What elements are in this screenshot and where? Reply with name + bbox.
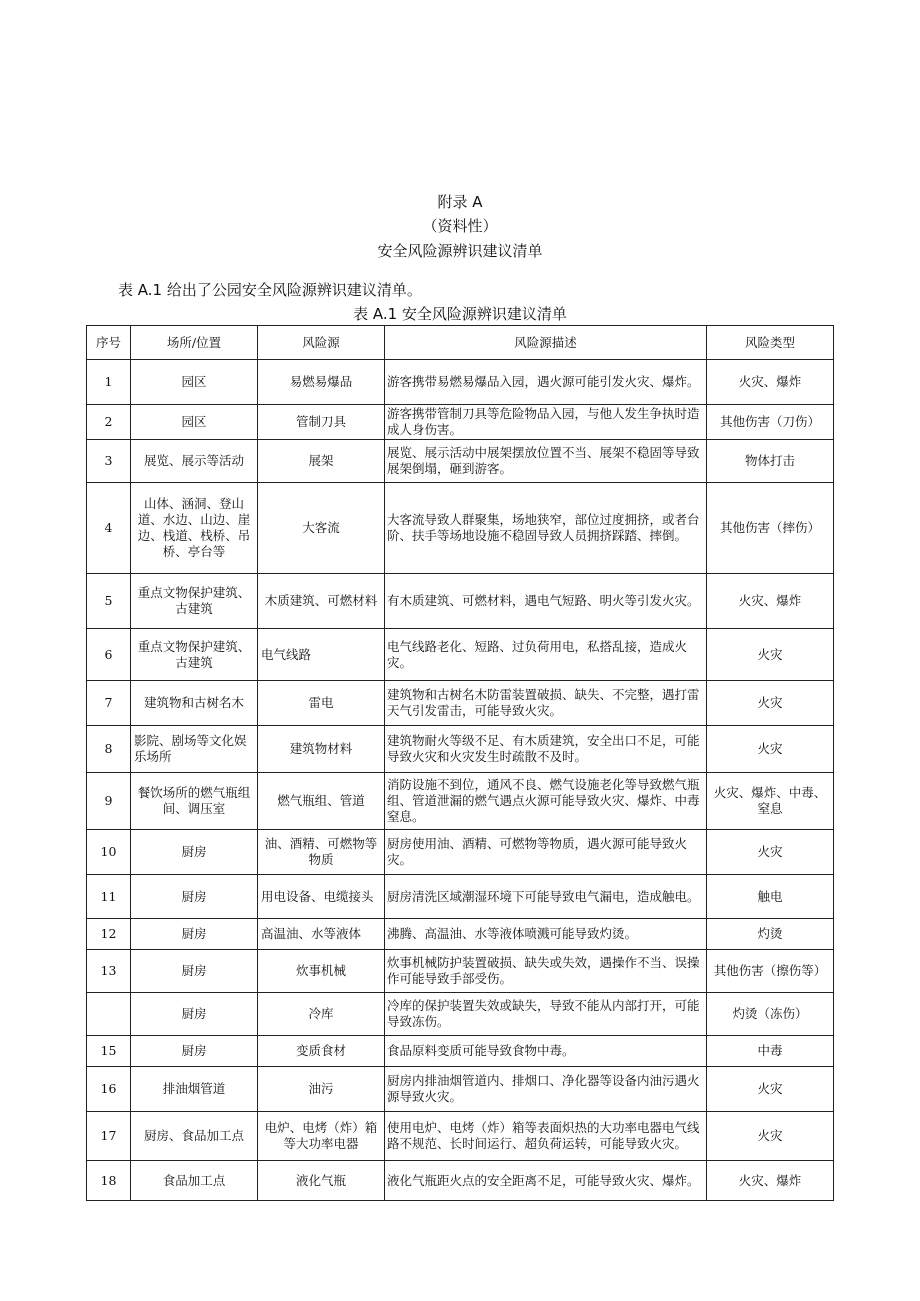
- cell-type: 灼烫（冻伤）: [707, 993, 834, 1036]
- cell-location: 影院、剧场等文化娱乐场所: [131, 726, 258, 773]
- cell-location: 厨房: [131, 830, 258, 875]
- cell-no: 2: [87, 405, 131, 440]
- cell-source: 雷电: [258, 681, 385, 726]
- cell-description: 消防设施不到位，通风不良、燃气设施老化等导致燃气瓶组、管道泄漏的燃气遇点火源可能导致火灾、爆炸、中毒窒息。: [385, 773, 707, 830]
- cell-location: 食品加工点: [131, 1161, 258, 1201]
- cell-location: 园区: [131, 360, 258, 405]
- cell-no: 17: [87, 1112, 131, 1161]
- cell-no: 4: [87, 483, 131, 574]
- cell-location: 厨房: [131, 993, 258, 1036]
- cell-description: 大客流导致人群聚集，场地狭窄，部位过度拥挤，或者台阶、扶手等场地设施不稳固导致人员拥挤踩踏、摔倒。: [385, 483, 707, 574]
- cell-type: 火灾: [707, 681, 834, 726]
- cell-location: 重点文物保护建筑、古建筑: [131, 574, 258, 629]
- cell-location: 排油烟管道: [131, 1067, 258, 1112]
- header-row: [87, 326, 834, 360]
- cell-description: 使用电炉、电烤（炸）箱等表面炽热的大功率电器电气线路不规范、长时间运行、超负荷运转，可能导致火灾。: [385, 1112, 707, 1161]
- cell-no: 8: [87, 726, 131, 773]
- cell-type: 火灾: [707, 629, 834, 681]
- cell-source: 冷库: [258, 993, 385, 1036]
- cell-source: 油、酒精、可燃物等物质: [258, 830, 385, 875]
- table-row: [87, 1067, 834, 1112]
- cell-source: 电炉、电烤（炸）箱等大功率电器: [258, 1112, 385, 1161]
- appendix-label: 附录 A: [437, 193, 483, 211]
- cell-type: 其他伤害（摔伤）: [707, 483, 834, 574]
- cell-location: 园区: [131, 405, 258, 440]
- cell-source: 电气线路: [258, 629, 385, 681]
- cell-description: 炊事机械防护装置破损、缺失或失效，遇操作不当、误操作可能导致手部受伤。: [385, 950, 707, 993]
- cell-source: 高温油、水等液体: [258, 919, 385, 950]
- cell-description: 游客携带管制刀具等危险物品入园，与他人发生争执时造成人身伤害。: [385, 405, 707, 440]
- header-source: 风险源: [258, 326, 385, 360]
- risk-table: [86, 325, 834, 1201]
- cell-location: 厨房: [131, 950, 258, 993]
- header-description: 风险源描述: [385, 326, 707, 360]
- cell-type: 其他伤害（擦伤等）: [707, 950, 834, 993]
- table-header: [87, 326, 834, 360]
- cell-description: 冷库的保护装置失效或缺失，导致不能从内部打开，可能导致冻伤。: [385, 993, 707, 1036]
- cell-location: 厨房: [131, 919, 258, 950]
- cell-type: 触电: [707, 875, 834, 919]
- cell-no: 16: [87, 1067, 131, 1112]
- cell-no: 10: [87, 830, 131, 875]
- header-location: 场所/位置: [131, 326, 258, 360]
- cell-source: 木质建筑、可燃材料: [258, 574, 385, 629]
- cell-location: 餐饮场所的燃气瓶组间、调压室: [131, 773, 258, 830]
- cell-description: 厨房清洗区域潮湿环境下可能导致电气漏电，造成触电。: [385, 875, 707, 919]
- appendix-title: 安全风险源辨识建议清单: [377, 242, 543, 260]
- intro-text: 表 A.1 给出了公园安全风险源辨识建议清单。: [118, 281, 422, 299]
- table-row: [87, 440, 834, 483]
- cell-no: [87, 993, 131, 1036]
- table-row: [87, 993, 834, 1036]
- cell-description: 厨房内排油烟管道内、排烟口、净化器等设备内油污遇火源导致火灾。: [385, 1067, 707, 1112]
- table-row: [87, 574, 834, 629]
- cell-source: 液化气瓶: [258, 1161, 385, 1201]
- cell-no: 7: [87, 681, 131, 726]
- cell-source: 易燃易爆品: [258, 360, 385, 405]
- cell-location: 重点文物保护建筑、古建筑: [131, 629, 258, 681]
- cell-description: 沸腾、高温油、水等液体喷溅可能导致灼烫。: [385, 919, 707, 950]
- cell-description: 建筑物耐火等级不足、有木质建筑，安全出口不足，可能导致火灾和火灾发生时疏散不及时。: [385, 726, 707, 773]
- header-type: 风险类型: [707, 326, 834, 360]
- cell-location: 厨房、食品加工点: [131, 1112, 258, 1161]
- cell-type: 火灾: [707, 726, 834, 773]
- cell-no: 6: [87, 629, 131, 681]
- cell-description: 有木质建筑、可燃材料，遇电气短路、明火等引发火灾。: [385, 574, 707, 629]
- cell-description: 电气线路老化、短路、过负荷用电，私搭乱接，造成火灾。: [385, 629, 707, 681]
- appendix-nature: （资料性）: [422, 217, 498, 235]
- table-row: [87, 950, 834, 993]
- header-no: 序号: [87, 326, 131, 360]
- cell-type: 火灾、爆炸、中毒、窒息: [707, 773, 834, 830]
- cell-source: 用电设备、电缆接头: [258, 875, 385, 919]
- table-row: [87, 1112, 834, 1161]
- cell-type: 火灾、爆炸: [707, 360, 834, 405]
- cell-description: 食品原料变质可能导致食物中毒。: [385, 1036, 707, 1067]
- cell-type: 火灾: [707, 1112, 834, 1161]
- table-row: [87, 681, 834, 726]
- cell-no: 11: [87, 875, 131, 919]
- cell-no: 5: [87, 574, 131, 629]
- table-row: [87, 629, 834, 681]
- cell-type: 其他伤害（刀伤）: [707, 405, 834, 440]
- cell-no: 9: [87, 773, 131, 830]
- cell-source: 展架: [258, 440, 385, 483]
- cell-description: 厨房使用油、酒精、可燃物等物质，遇火源可能导致火灾。: [385, 830, 707, 875]
- table-body: [87, 360, 834, 1201]
- table-row: [87, 726, 834, 773]
- cell-no: 12: [87, 919, 131, 950]
- cell-type: 火灾、爆炸: [707, 574, 834, 629]
- cell-source: 燃气瓶组、管道: [258, 773, 385, 830]
- cell-location: 厨房: [131, 875, 258, 919]
- table-row: [87, 483, 834, 574]
- cell-location: 厨房: [131, 1036, 258, 1067]
- table-caption: 表 A.1 安全风险源辨识建议清单: [353, 305, 567, 323]
- cell-no: 13: [87, 950, 131, 993]
- cell-source: 管制刀具: [258, 405, 385, 440]
- table-row: [87, 405, 834, 440]
- cell-description: 建筑物和古树名木防雷装置破损、缺失、不完整，遇打雷天气引发雷击，可能导致火灾。: [385, 681, 707, 726]
- cell-type: 灼烫: [707, 919, 834, 950]
- cell-type: 物体打击: [707, 440, 834, 483]
- table-row: [87, 919, 834, 950]
- cell-no: 1: [87, 360, 131, 405]
- cell-no: 18: [87, 1161, 131, 1201]
- table-row: [87, 875, 834, 919]
- cell-source: 变质食材: [258, 1036, 385, 1067]
- cell-description: 液化气瓶距火点的安全距离不足，可能导致火灾、爆炸。: [385, 1161, 707, 1201]
- cell-source: 油污: [258, 1067, 385, 1112]
- cell-type: 火灾: [707, 1067, 834, 1112]
- table-row: [87, 830, 834, 875]
- table-row: [87, 1161, 834, 1201]
- cell-location: 山体、涵洞、登山道、水边、山边、崖边、栈道、栈桥、吊桥、亭台等: [131, 483, 258, 574]
- cell-location: 建筑物和古树名木: [131, 681, 258, 726]
- cell-location: 展览、展示等活动: [131, 440, 258, 483]
- cell-no: 15: [87, 1036, 131, 1067]
- cell-no: 3: [87, 440, 131, 483]
- cell-source: 炊事机械: [258, 950, 385, 993]
- cell-type: 中毒: [707, 1036, 834, 1067]
- cell-description: 游客携带易燃易爆品入园，遇火源可能引发火灾、爆炸。: [385, 360, 707, 405]
- cell-type: 火灾: [707, 830, 834, 875]
- cell-type: 火灾、爆炸: [707, 1161, 834, 1201]
- cell-source: 建筑物材料: [258, 726, 385, 773]
- cell-description: 展览、展示活动中展架摆放位置不当、展架不稳固等导致展架倒塌，砸到游客。: [385, 440, 707, 483]
- cell-source: 大客流: [258, 483, 385, 574]
- table-row: [87, 773, 834, 830]
- table-row: [87, 1036, 834, 1067]
- table-row: [87, 360, 834, 405]
